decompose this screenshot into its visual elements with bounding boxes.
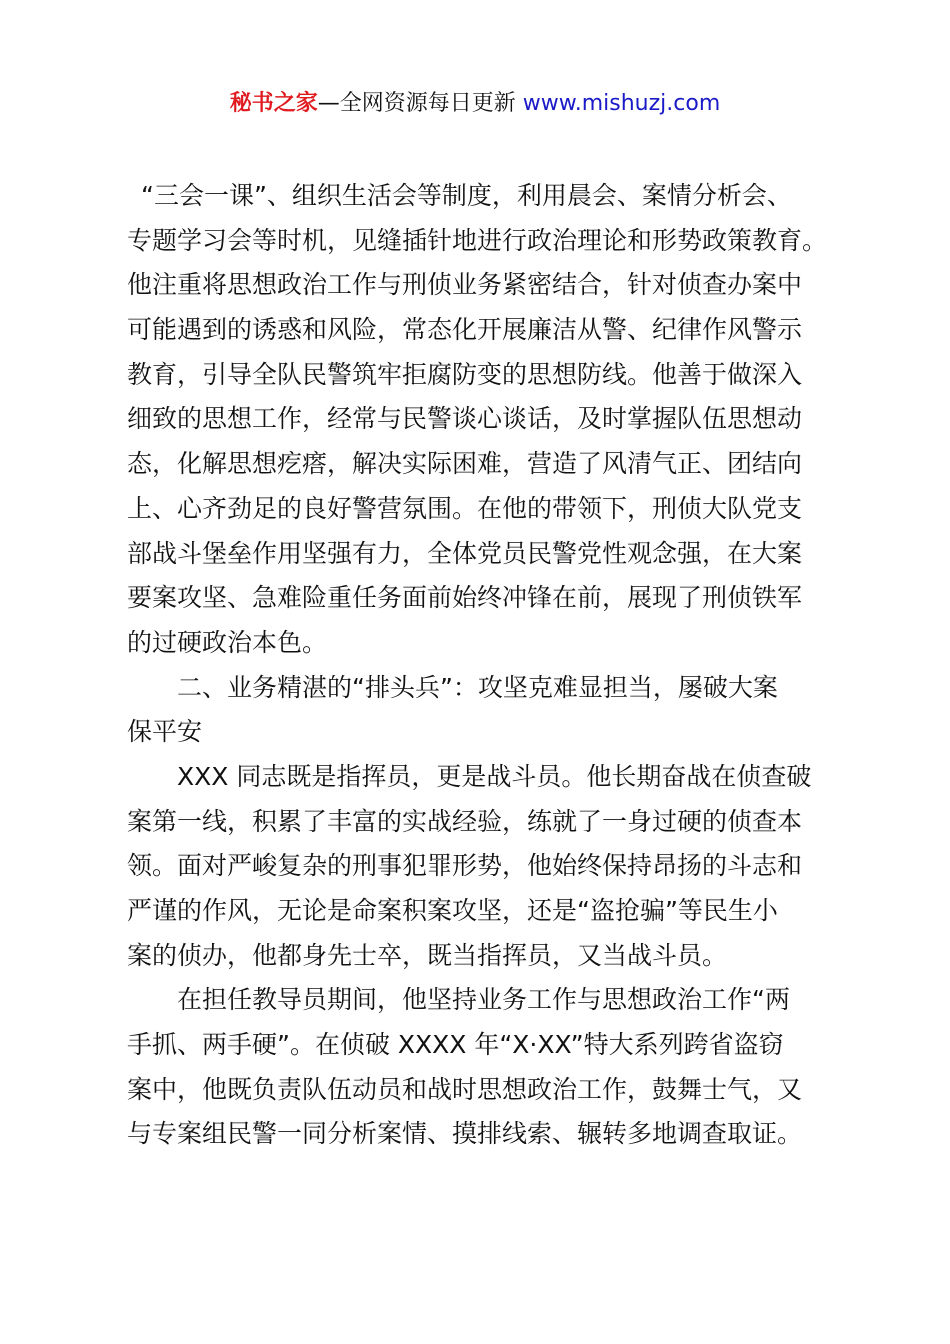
body-line: 与专案组民警一同分析案情、摸排线索、辗转多地调查取证。: [127, 1119, 803, 1149]
body-line: 上、心齐劲足的良好警营氛围。在他的带领下，刑侦大队党支: [127, 493, 803, 523]
body-line: 态，化解思想疙瘩，解决实际困难，营造了风清气正、团结向: [127, 449, 803, 479]
body-line: 要案攻坚、急难险重任务面前始终冲锋在前，展现了刑侦铁军: [127, 583, 803, 613]
document-body: [127, 174, 839, 1157]
body-line: 手抓、两手硬”。在侦破 XXXX 年“X·XX”特大系列跨省盗窃: [127, 1030, 784, 1060]
section-heading-cont: 保平安: [127, 717, 203, 747]
body-line: 领。面对严峻复杂的刑事犯罪形势，他始终保持昂扬的斗志和: [127, 851, 803, 881]
body-line: 他注重将思想政治工作与刑侦业务紧密结合，针对侦查办案中: [127, 270, 803, 300]
body-line: 教育，引导全队民警筑牢拒腐防变的思想防线。他善于做深入: [127, 359, 803, 389]
body-line: 专题学习会等时机，见缝插针地进行政治理论和形势政策教育。: [127, 225, 828, 255]
body-line: 严谨的作风，无论是命案积案攻坚，还是“盗抢骗”等民生小: [127, 896, 778, 925]
brand-name: 秘书之家: [229, 91, 318, 116]
body-line: 部战斗堡垒作用坚强有力，全体党员民警党性观念强，在大案: [127, 538, 803, 568]
body-line: 案的侦办，他都身先士卒，既当指挥员，又当战斗员。: [127, 940, 728, 970]
body-line: “三会一课”、组织生活会等制度，利用晨会、案情分析会、: [141, 181, 792, 210]
header-slogan: —全网资源每日更新: [317, 91, 523, 116]
body-line: XXX 同志既是指挥员，更是战斗员。他长期奋战在侦查破: [177, 761, 812, 791]
body-line: 细致的思想工作，经常与民警谈心谈话，及时掌握队伍思想动: [127, 404, 803, 434]
body-line: 在担任教导员期间，他坚持业务工作与思想政治工作“两: [177, 985, 790, 1015]
body-line: 案中，他既负责队伍动员和战时思想政治工作，鼓舞士气，又: [127, 1074, 803, 1104]
section-heading: 二、业务精湛的“排头兵”：攻坚克难显担当，屡破大案: [177, 672, 778, 702]
body-line: 案第一线，积累了丰富的实战经验，练就了一身过硬的侦查本: [127, 806, 803, 836]
website-link[interactable]: www.mishuzj.com: [522, 91, 721, 116]
body-line: 可能遇到的诱惑和风险，常态化开展廉洁从警、纪律作风警示: [127, 315, 803, 345]
body-line: 的过硬政治本色。: [127, 627, 328, 657]
page-header: [0, 88, 950, 120]
